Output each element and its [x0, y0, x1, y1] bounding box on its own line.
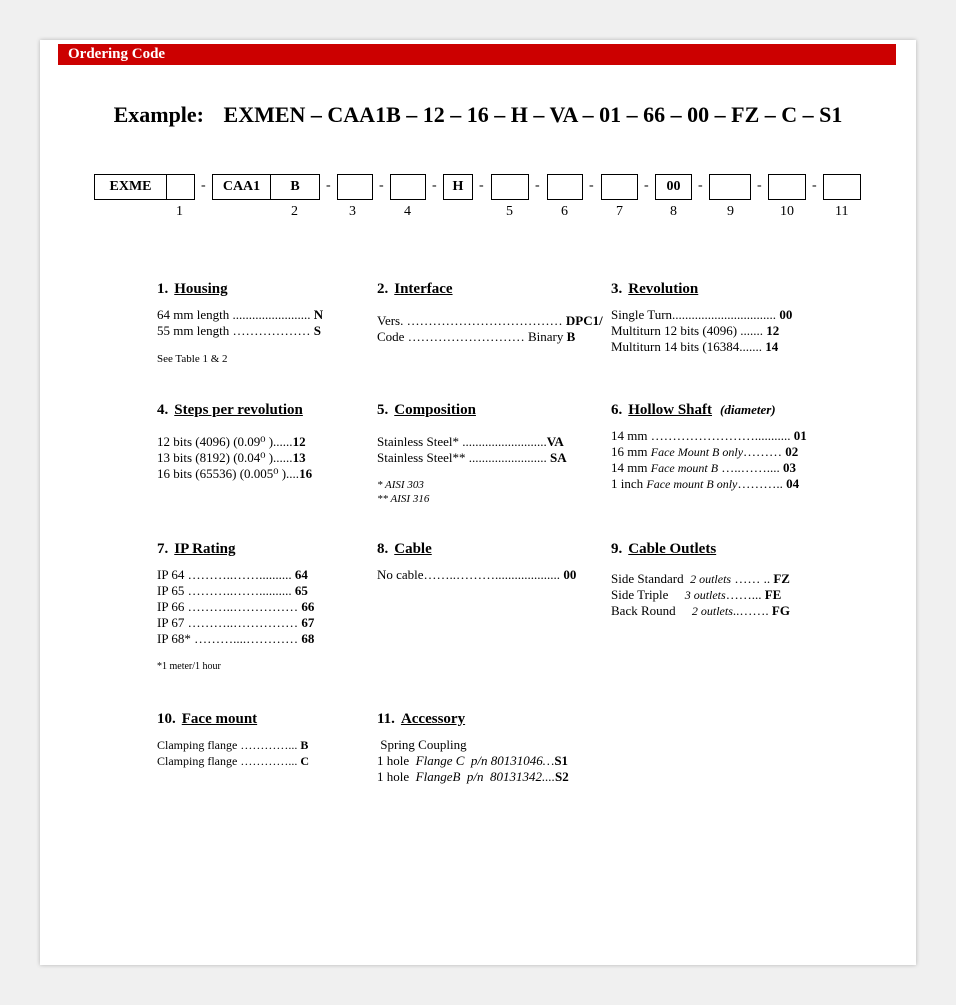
code-number: 10 — [780, 204, 794, 219]
option-line: 14 mm ……………………........... 01 — [611, 428, 807, 443]
section-title: 10. Face mount — [157, 711, 258, 727]
code-number: 11 — [835, 204, 849, 219]
option-line: Side Triple 3 outlets……... FE — [611, 587, 782, 602]
code-dash: - — [698, 178, 703, 193]
section-title: 1. Housing — [157, 281, 228, 297]
code-box-4 — [390, 174, 426, 200]
code-box-5 — [491, 174, 529, 200]
option-line: IP 65 ………..…….......... 65 — [157, 583, 308, 598]
option-line: 1 inch Face mount B only……….. 04 — [611, 476, 800, 491]
section-title: 11. Accessory — [377, 711, 466, 727]
option-line: Multiturn 14 bits (16384....... 14 — [611, 339, 779, 354]
document-page — [40, 40, 916, 965]
option-line: 16 bits (65536) (0.005⁰ )....16 — [157, 466, 313, 481]
code-number: 9 — [727, 204, 734, 219]
code-dash: - — [757, 178, 762, 193]
section-steps — [157, 402, 312, 482]
section-ip-rating — [157, 541, 314, 675]
code-dash: - — [479, 178, 484, 193]
code-number: 7 — [616, 204, 623, 219]
option-line: 13 bits (8192) (0.04⁰ )......13 — [157, 450, 306, 465]
section-title: 2. Interface — [377, 281, 453, 297]
option-line: Stainless Steel** ........................ SA — [377, 450, 567, 465]
code-box-6 — [547, 174, 583, 200]
code-box-2b: B — [270, 174, 320, 200]
section-note: * AISI 303 ** AISI 316 — [377, 479, 430, 505]
option-line: 64 mm length ........................ N — [157, 307, 324, 322]
code-box-9 — [709, 174, 751, 200]
code-dash: - — [201, 178, 206, 193]
section-note: *1 meter/1 hour — [157, 661, 221, 672]
option-line: 16 mm Face Mount B only……… 02 — [611, 444, 799, 459]
code-dash: - — [379, 178, 384, 193]
code-box-7 — [601, 174, 638, 200]
code-dash: - — [812, 178, 817, 193]
option-line: Clamping flange …………... C — [157, 754, 309, 768]
section-title: 8. Cable — [377, 541, 432, 557]
section-title: 5. Composition — [377, 402, 476, 418]
code-box-1b — [166, 174, 195, 200]
option-line: No cable……..……….................... 00 — [377, 567, 577, 582]
section-cable-outlets — [611, 541, 790, 619]
option-line: Side Standard 2 outlets …… .. FZ — [611, 571, 790, 586]
example-code — [40, 102, 916, 128]
option-line: Stainless Steel* ..........................VA — [377, 434, 564, 449]
option-line: Clamping flange …………... B — [157, 738, 309, 752]
section-accessory — [377, 711, 569, 785]
option-line: 14 mm Face mount B …..…….... 03 — [611, 460, 797, 475]
section-composition — [377, 402, 567, 506]
code-box-10 — [768, 174, 806, 200]
code-box-h: H — [443, 174, 473, 200]
option-line: Back Round 2 outlets..……. FG — [611, 603, 790, 618]
option-line: 55 mm length ……………… S — [157, 323, 321, 338]
example-label: Example: — [113, 102, 205, 127]
code-dash: - — [589, 178, 594, 193]
code-box-2a: CAA1 — [212, 174, 271, 200]
option-line: IP 67 ………..…………… 67 — [157, 615, 315, 630]
option-line: IP 68* ………....………… 68 — [157, 631, 315, 646]
option-line: Multiturn 12 bits (4096) ....... 12 — [611, 323, 780, 338]
code-box-11 — [823, 174, 861, 200]
section-title: 3. Revolution — [611, 281, 699, 297]
option-line: Single Turn................................ 00 — [611, 307, 793, 322]
option-line: Code ……………………… Binary B — [377, 329, 576, 344]
section-note: See Table 1 & 2 — [157, 353, 228, 365]
code-dash: - — [644, 178, 649, 193]
code-number: 5 — [506, 204, 513, 219]
code-dash: - — [535, 178, 540, 193]
code-dash: - — [326, 178, 331, 193]
section-hollow-shaft — [611, 402, 807, 492]
code-dash: - — [432, 178, 437, 193]
example-code-text: EXMEN – CAA1B – 12 – 16 – H – VA – 01 – 66 – 00 – FZ – C – S1 — [223, 102, 843, 127]
code-box-1a: EXME — [94, 174, 167, 200]
code-number: 4 — [404, 204, 411, 219]
code-number: 1 — [176, 204, 183, 219]
section-revolution — [611, 281, 792, 355]
section-cable — [377, 541, 576, 583]
option-line: IP 64 ………..…….......... 64 — [157, 567, 308, 582]
code-number: 3 — [349, 204, 356, 219]
section-title: 6. Hollow Shaft (diameter) — [611, 402, 776, 418]
code-box-row — [94, 174, 874, 204]
option-line: Vers. ……………………………… DPC1/ — [377, 313, 603, 328]
option-line: 1 hole FlangeB p/n 80131342....S2 — [377, 769, 569, 784]
section-title: 4. Steps per revolution — [157, 402, 303, 418]
section-title: 9. Cable Outlets — [611, 541, 717, 557]
code-box-3 — [337, 174, 373, 200]
section-face-mount — [157, 711, 309, 769]
option-line: Spring Coupling — [377, 737, 467, 752]
section-housing — [157, 281, 323, 367]
option-line: 12 bits (4096) (0.09⁰ )......12 — [157, 434, 306, 449]
code-number: 6 — [561, 204, 568, 219]
option-line: 1 hole Flange C p/n 80131046…S1 — [377, 753, 569, 768]
code-number: 2 — [291, 204, 298, 219]
code-number: 8 — [670, 204, 677, 219]
header-title: Ordering Code — [68, 46, 166, 62]
section-header-bar — [58, 44, 896, 65]
code-box-8: 00 — [655, 174, 692, 200]
option-line: IP 66 ………..…………… 66 — [157, 599, 315, 614]
section-interface — [377, 281, 603, 345]
section-title: 7. IP Rating — [157, 541, 236, 557]
